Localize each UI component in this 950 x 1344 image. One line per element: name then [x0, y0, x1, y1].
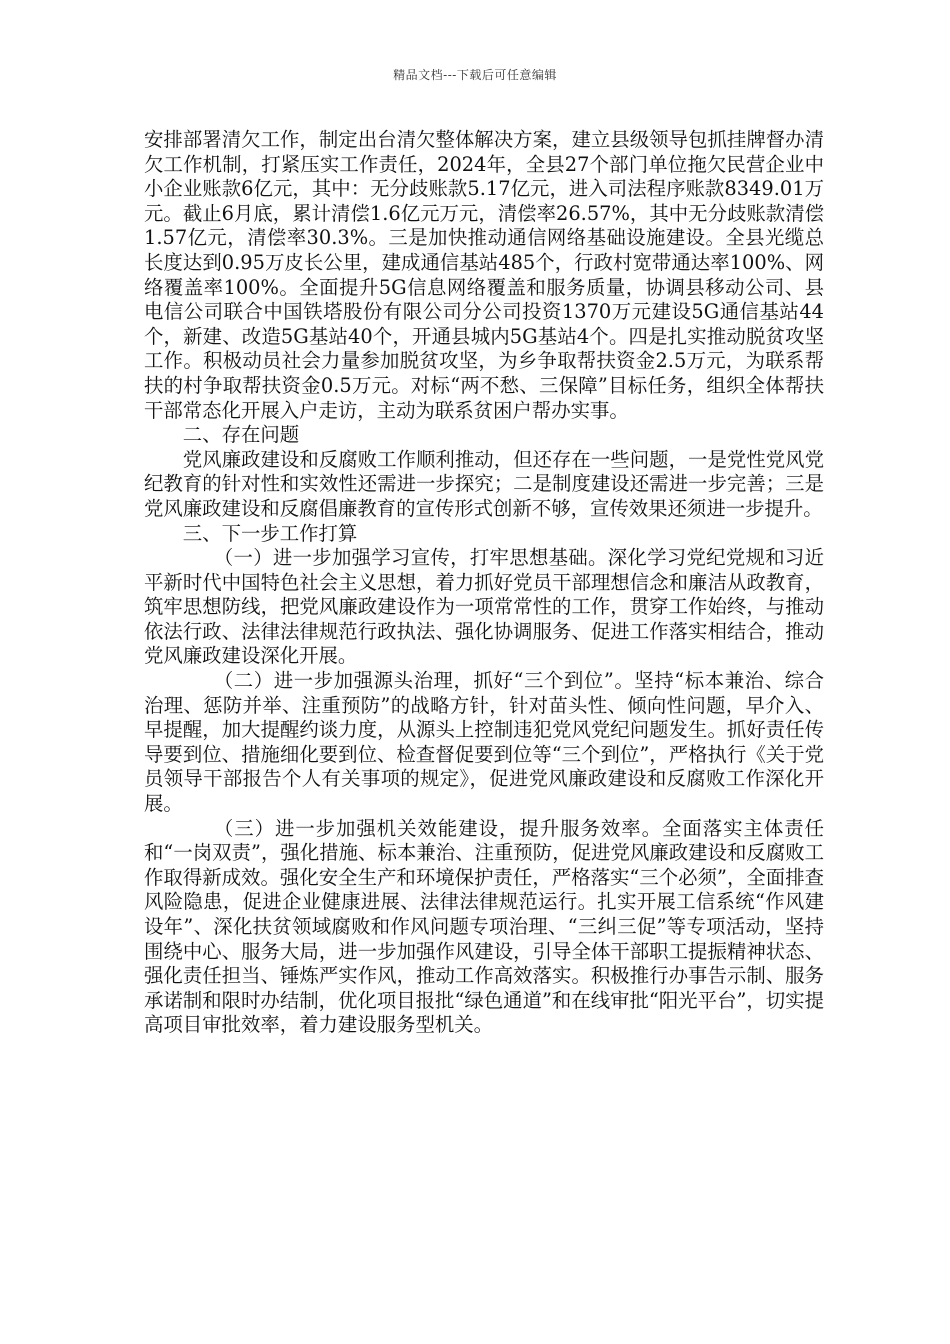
paragraph-next-step-2: （二）进一步加强源头治理，抓好“三个到位”。坚持“标本兼治、综合治理、惩防并举、注重预防”的战略方针，针对苗头性、倾向性问题，早介入、早提醒，加大提醒约谈力度，从源头上控制违犯党风党纪问题发生。抓好责任传导要到位、措施细化要到位、检查督促要到位等“三个到位”，严格执行《关于党员领导干部报告个人有关事项的规定》，促进党风廉政建设和反腐败工作深化开展。: [144, 669, 824, 816]
paragraph-continuation: 安排部署清欠工作，制定出台清欠整体解决方案，建立县级领导包抓挂牌督办清欠工作机制，打紧压实工作责任，2024年，全县27个部门单位拖欠民营企业中小企业账款6亿元，其中：无分歧账款5.17亿元，进入司法程序账款8349.01万元。截止6月底，累计清偿1.6亿元万元，清偿率26.57%，其中无分歧账款清偿1.57亿元，清偿率30.3%。三是加快推动通信网络基础设施建设。全县光缆总长度达到0.95万皮长公里，建成通信基站485个，行政村宽带通达率100%、网络覆盖率100%。全面提升5G信息网络覆盖和服务质量，协调县移动公司、县电信公司联合中国铁塔股份有限公司分公司投资1370万元建设5G通信基站44个，新建、改造5G基站40个，开通县城内5G基站4个。四是扎实推动脱贫攻坚工作。积极动员社会力量参加脱贫攻坚，为乡争取帮扶资金2.5万元，为联系帮扶的村争取帮扶资金0.5万元。对标“两不愁、三保障”目标任务，组织全体帮扶干部常态化开展入户走访，主动为联系贫困户帮办实事。: [144, 128, 824, 422]
paragraph-next-step-3: （三）进一步加强机关效能建设，提升服务效率。全面落实主体责任和“一岗双责”，强化措施、标本兼治、注重预防，促进党风廉政建设和反腐败工作取得新成效。强化安全生产和环境保护责任，严格落实“三个必须”，全面排查风险隐患，促进企业健康进展、法律法律规范运行。扎实开展工信系统“作风建设年”、深化扶贫领域腐败和作风问题专项治理、“三纠三促”等专项活动，坚持围绕中心、服务大局，进一步加强作风建设，引导全体干部职工提振精神状态、强化责任担当、锤炼严实作风，推动工作高效落实。积极推行办事告示制、服务承诺制和限时办结制，优化项目报批“绿色通道”和在线审批“阳光平台”，切实提高项目审批效率，着力建设服务型机关。: [144, 816, 824, 1037]
section-heading-problems: 二、存在问题: [182, 423, 300, 447]
paragraph-next-step-1: （一）进一步加强学习宣传，打牢思想基础。深化学习党纪党规和习近平新时代中国特色社会主义思想，着力抓好党员干部理想信念和廉洁从政教育，筑牢思想防线，把党风廉政建设作为一项常常性的工作，贯穿工作始终，与推动依法行政、法律法律规范行政执法、强化协调服务、促进工作落实相结合，推动党风廉政建设深化开展。: [144, 546, 824, 668]
page-header: 精品文档---下载后可任意编辑: [393, 68, 557, 82]
section-heading-next-steps: 三、下一步工作打算: [182, 521, 358, 545]
paragraph-problems: 党风廉政建设和反腐败工作顺利推动，但还存在一些问题，一是党性党风党纪教育的针对性和实效性还需进一步探究；二是制度建设还需进一步完善；三是党风廉政建设和反腐倡廉教育的宣传形式创新不够，宣传效果还须进一步提升。: [144, 447, 824, 520]
document-body: [144, 128, 824, 1038]
